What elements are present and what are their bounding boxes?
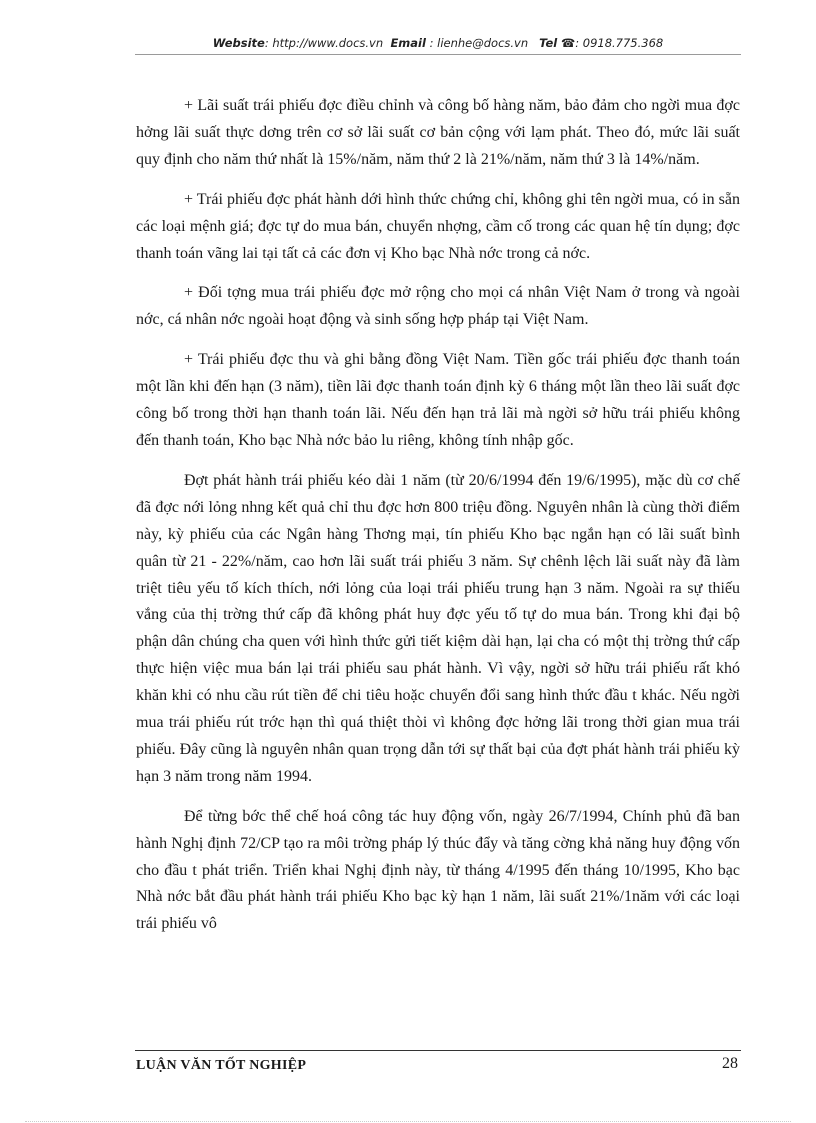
tel-value: : 0918.775.368: [575, 36, 664, 50]
footer-divider: [135, 1050, 741, 1051]
page-number: 28: [722, 1055, 738, 1072]
document-body: [136, 93, 740, 951]
page-header: [135, 36, 741, 50]
website-label: Website: [212, 36, 265, 50]
website-url[interactable]: : http://www.docs.vn: [264, 36, 384, 50]
paragraph: + Lãi suất trái phiếu đợc điều chỉnh và công bố hàng năm, bảo đảm cho ngời mua đợc hởng lãi suất thực dơng trên cơ sở lãi suất cơ bản cộng với lạm phát. Theo đó, mức lãi suất quy định cho năm thứ nhất là 15%/năm, năm thứ 2 là 21%/năm, năm thứ 3 là 14%/năm.: [136, 97, 740, 168]
email-label: Email: [390, 36, 426, 50]
paragraph: Đợt phát hành trái phiếu kéo dài 1 năm (từ 20/6/1994 đến 19/6/1995), mặc dù cơ chế đã đợc nới lỏng nhng kết quả chỉ thu đợc hơn 800 triệu đồng. Nguyên nhân là cùng thời điểm này, kỳ phiếu của các Ngân hàng Thơng mại, tín phiếu Kho bạc ngắn hạn có lãi suất bình quân từ 21 - 22%/năm, cao hơn lãi suất trái phiếu 3 năm. Sự chênh lệch lãi suất này đã làm triệt tiêu yếu tố kích thích, nới lỏng của loại trái phiếu trung hạn 3 năm. Ngoài ra sự thiếu vắng của thị trờng thứ cấp đã không phát huy đợc yếu tố tự do mua bán. Trong khi đại bộ phận dân chúng cha quen với hình thức gửi tiết kiệm dài hạn, lại cha có một thị trờng thứ cấp thực hiện việc mua bán lại trái phiếu sau phát hành. Vì vậy, ngời sở hữu trái phiếu rất khó khăn khi có nhu cầu rút tiền để chi tiêu hoặc chuyển đổi sang hình thức đầu t khác. Nếu ngời mua trái phiếu rút trớc hạn thì quá thiệt thòi vì không đợc hởng lãi trong thời gian mua trái phiếu. Đây cũng là nguyên nhân quan trọng dẫn tới sự thất bại của đợt phát hành trái phiếu kỳ hạn 3 năm trong năm 1994.: [136, 471, 740, 785]
tel-label: Tel: [539, 36, 558, 50]
paragraph: + Trái phiếu đợc phát hành dới hình thức chứng chỉ, không ghi tên ngời mua, có in sẵn các loại mệnh giá; đợc tự do mua bán, chuyển nhợng, cầm cố trong các quan hệ tín dụng; đợc thanh toán vãng lai tại tất cả các đơn vị Kho bạc Nhà nớc trong cả nớc.: [136, 190, 740, 262]
email-value[interactable]: : lienhe@docs.vn: [429, 36, 529, 50]
phone-icon: ☎: [560, 36, 576, 50]
paragraph: + Trái phiếu đợc thu và ghi bằng đồng Việt Nam. Tiền gốc trái phiếu đợc thanh toán một lần khi đến hạn (3 năm), tiền lãi đợc thanh toán định kỳ 6 tháng một lần theo lãi suất đợc công bố trong thời hạn thanh toán lãi. Nếu đến hạn trả lãi mà ngời sở hữu trái phiếu không đến thanh toán, Kho bạc Nhà nớc bảo lu riêng, không tính nhập gốc.: [136, 351, 740, 449]
page-bottom-border: [25, 1121, 791, 1122]
paragraph: Để từng bớc thể chế hoá công tác huy động vốn, ngày 26/7/1994, Chính phủ đã ban hành Nghị định 72/CP tạo ra môi trờng pháp lý thúc đẩy và tăng cờng khả năng huy động vốn cho đầu t phát triển. Triển khai Nghị định này, từ tháng 4/1995 đến tháng 10/1995, Kho bạc Nhà nớc bắt đầu phát hành trái phiếu Kho bạc kỳ hạn 1 năm, lãi suất 21%/1năm với các loại trái phiếu vô: [136, 807, 740, 933]
header-divider: [135, 54, 741, 55]
paragraph: + Đối tợng mua trái phiếu đợc mở rộng cho mọi cá nhân Việt Nam ở trong và ngoài nớc, cá nhân nớc ngoài hoạt động và sinh sống hợp pháp tại Việt Nam.: [136, 284, 740, 329]
footer-title: LUẬN VĂN TỐT NGHIỆP: [136, 1058, 307, 1073]
